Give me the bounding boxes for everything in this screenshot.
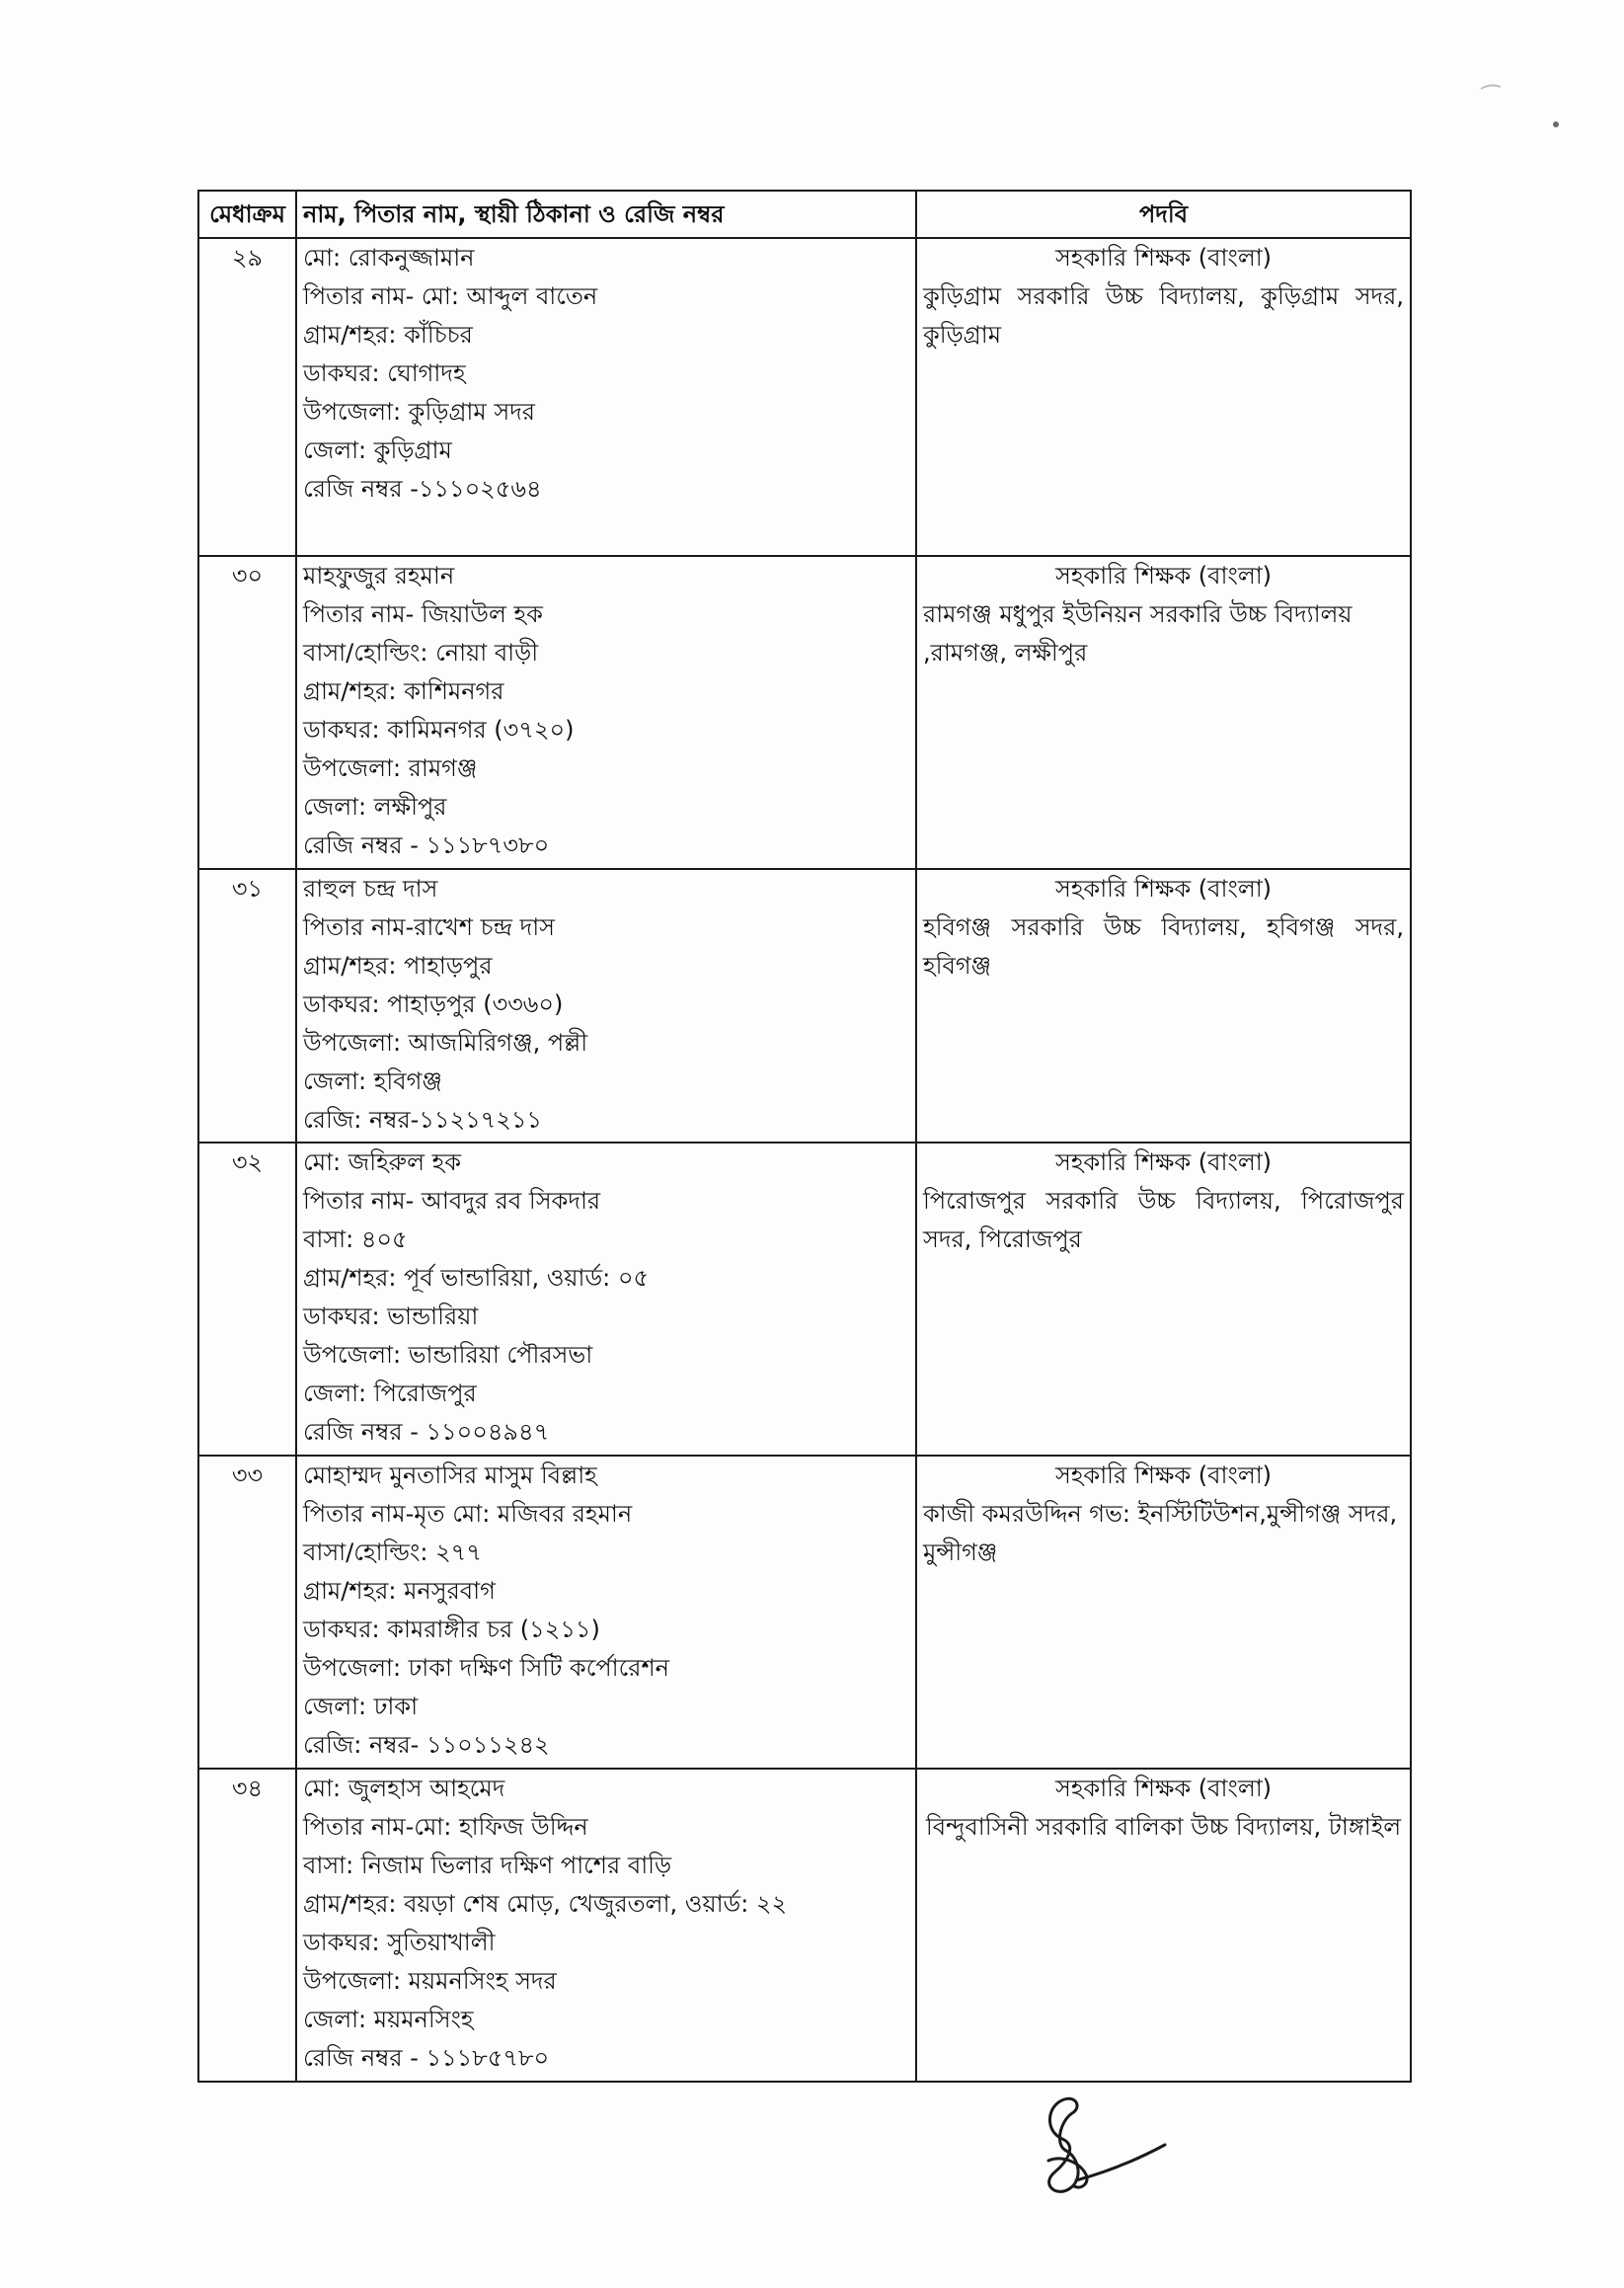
candidate-details-cell [296, 869, 916, 1143]
village: গ্রাম/শহর: বয়ড়া শেষ মোড়, খেজুরতলা, ওয়ার্ড: ২২ [303, 1890, 788, 1918]
district: জেলা: হবিগঞ্জ [303, 1067, 442, 1095]
scan-smudge-icon [1461, 69, 1589, 138]
candidate-details-cell [296, 238, 916, 556]
post-office: ডাকঘর: ঘোগাদহ [303, 359, 466, 387]
upazila: উপজেলা: কুড়িগ্রাম সদর [303, 398, 536, 426]
father-name: পিতার নাম- মো: আব্দুল বাতেন [303, 282, 598, 310]
registration-number: রেজি নম্বর - ১১১৮৫৭৮০ [303, 2044, 550, 2072]
father-name: পিতার নাম-রাখেশ চন্দ্র দাস [303, 913, 556, 941]
merit-list-table [197, 190, 1412, 2083]
post-cell [916, 1143, 1411, 1456]
post-title: সহকারি শিক্ষক (বাংলা) [1054, 1461, 1273, 1489]
table-row [198, 869, 1411, 1143]
upazila: উপজেলা: আজমিরিগঞ্জ, পল্লী [303, 1029, 588, 1057]
handwritten-signature-icon [1027, 2091, 1175, 2202]
school-name: কুড়িগ্রাম সরকারি উচ্চ বিদ্যালয়, কুড়িগ্রাম সদর, কুড়িগ্রাম [923, 282, 1404, 349]
candidate-name: মাহফুজুর রহমান [303, 562, 455, 590]
village: গ্রাম/শহর: পাহাড়পুর [303, 952, 493, 980]
district: জেলা: ময়মনসিংহ [303, 2006, 474, 2033]
post-office: ডাকঘর: সুতিয়াখালী [303, 1929, 496, 1956]
district: জেলা: ঢাকা [303, 1693, 419, 1720]
table-row [198, 238, 1411, 556]
post-title: সহকারি শিক্ষক (বাংলা) [1054, 875, 1273, 903]
post-office: ডাকঘর: পাহাড়পুর (৩৩৬০) [303, 990, 564, 1018]
upazila: উপজেলা: রামগঞ্জ [303, 754, 478, 782]
candidate-name: মোহাম্মদ মুনতাসির মাসুম বিল্লাহ [303, 1461, 597, 1489]
village: গ্রাম/শহর: মনসুরবাগ [303, 1577, 496, 1605]
header-details: নাম, পিতার নাম, স্থায়ী ঠিকানা ও রেজি নম্বর [296, 191, 916, 238]
father-name: পিতার নাম-মো: হাফিজ উদ্দিন [303, 1813, 588, 1841]
candidate-name: মো: রোকনুজ্জামান [303, 244, 475, 272]
post-office: ডাকঘর: ভান্ডারিয়া [303, 1302, 479, 1330]
school-name: পিরোজপুর সরকারি উচ্চ বিদ্যালয়, পিরোজপুর সদর, পিরোজপুর [923, 1187, 1404, 1253]
table-row [198, 1143, 1411, 1456]
post-cell [916, 869, 1411, 1143]
candidate-name: মো: জুলহাস আহমেদ [303, 1775, 505, 1802]
district: জেলা: পিরোজপুর [303, 1380, 477, 1407]
table-row [198, 1456, 1411, 1769]
house: বাসা/হোল্ডিং: ২৭৭ [303, 1538, 482, 1566]
registration-number: রেজি: নম্বর- ১১০১১২৪২ [303, 1731, 550, 1759]
serial-cell: ২৯ [198, 238, 296, 556]
school-name: বিন্দুবাসিনী সরকারি বালিকা উচ্চ বিদ্যালয়, টাঙ্গাইল [925, 1813, 1402, 1841]
post-title: সহকারি শিক্ষক (বাংলা) [1054, 1148, 1273, 1176]
serial-cell: ৩৩ [198, 1456, 296, 1769]
village: গ্রাম/শহর: কাঁচিচর [303, 321, 473, 349]
father-name: পিতার নাম- আবদুর রব সিকদার [303, 1187, 601, 1215]
school-name: হবিগঞ্জ সরকারি উচ্চ বিদ্যালয়, হবিগঞ্জ সদর, হবিগঞ্জ [923, 913, 1404, 980]
registration-number: রেজি নম্বর - ১১০০৪৯৪৭ [303, 1418, 550, 1446]
post-cell [916, 1769, 1411, 2082]
father-name: পিতার নাম-মৃত মো: মজিবর রহমান [303, 1500, 633, 1528]
school-name: কাজী কমরউদ্দিন গভ: ইনস্টিটিউশন,মুন্সীগঞ্জ সদর, মুন্সীগঞ্জ [923, 1500, 1398, 1566]
district: জেলা: লক্ষীপুর [303, 793, 447, 821]
post-office: ডাকঘর: কামরাঙ্গীর চর (১২১১) [303, 1616, 600, 1643]
registration-number: রেজি নম্বর - ১১১৮৭৩৮০ [303, 831, 550, 859]
post-title: সহকারি শিক্ষক (বাংলা) [1054, 562, 1273, 590]
upazila: উপজেলা: ময়মনসিংহ সদর [303, 1967, 557, 1995]
header-post: পদবি [916, 191, 1411, 238]
post-office: ডাকঘর: কামিমনগর (৩৭২০) [303, 716, 575, 744]
candidate-details-cell [296, 556, 916, 869]
post-cell [916, 556, 1411, 869]
header-serial: মেধাক্রম [198, 191, 296, 238]
house: বাসা: নিজাম ভিলার দক্ষিণ পাশের বাড়ি [303, 1852, 672, 1879]
village: গ্রাম/শহর: পূর্ব ভান্ডারিয়া, ওয়ার্ড: ০৫ [303, 1264, 650, 1292]
house: বাসা: ৪০৫ [303, 1225, 408, 1253]
table-row [198, 1769, 1411, 2082]
upazila: উপজেলা: ঢাকা দক্ষিণ সিটি কর্পোরেশন [303, 1654, 669, 1682]
house: বাসা/হোল্ডিং: নোয়া বাড়ী [303, 639, 539, 667]
candidate-name: মো: জহিরুল হক [303, 1148, 462, 1176]
candidate-name: রাহুল চন্দ্র দাস [303, 875, 438, 903]
post-cell [916, 238, 1411, 556]
post-cell [916, 1456, 1411, 1769]
district: জেলা: কুড়িগ্রাম [303, 436, 452, 464]
registration-number: রেজি: নম্বর-১১২১৭২১১ [303, 1106, 542, 1134]
serial-cell: ৩০ [198, 556, 296, 869]
registration-number: রেজি নম্বর -১১১০২৫৬৪ [303, 475, 542, 503]
father-name: পিতার নাম- জিয়াউল হক [303, 600, 543, 628]
post-title: সহকারি শিক্ষক (বাংলা) [1054, 1775, 1273, 1802]
post-title: সহকারি শিক্ষক (বাংলা) [1054, 244, 1273, 272]
candidate-details-cell [296, 1769, 916, 2082]
village: গ্রাম/শহর: কাশিমনগর [303, 677, 504, 705]
candidate-details-cell [296, 1456, 916, 1769]
candidate-details-cell [296, 1143, 916, 1456]
table-row [198, 556, 1411, 869]
upazila: উপজেলা: ভান্ডারিয়া পৌরসভা [303, 1341, 593, 1369]
serial-cell: ৩৪ [198, 1769, 296, 2082]
school-name: রামগঞ্জ মধুপুর ইউনিয়ন সরকারি উচ্চ বিদ্যালয় ,রামগঞ্জ, লক্ষীপুর [923, 600, 1353, 667]
serial-cell: ৩২ [198, 1143, 296, 1456]
serial-cell: ৩১ [198, 869, 296, 1143]
table-header-row [198, 191, 1411, 238]
